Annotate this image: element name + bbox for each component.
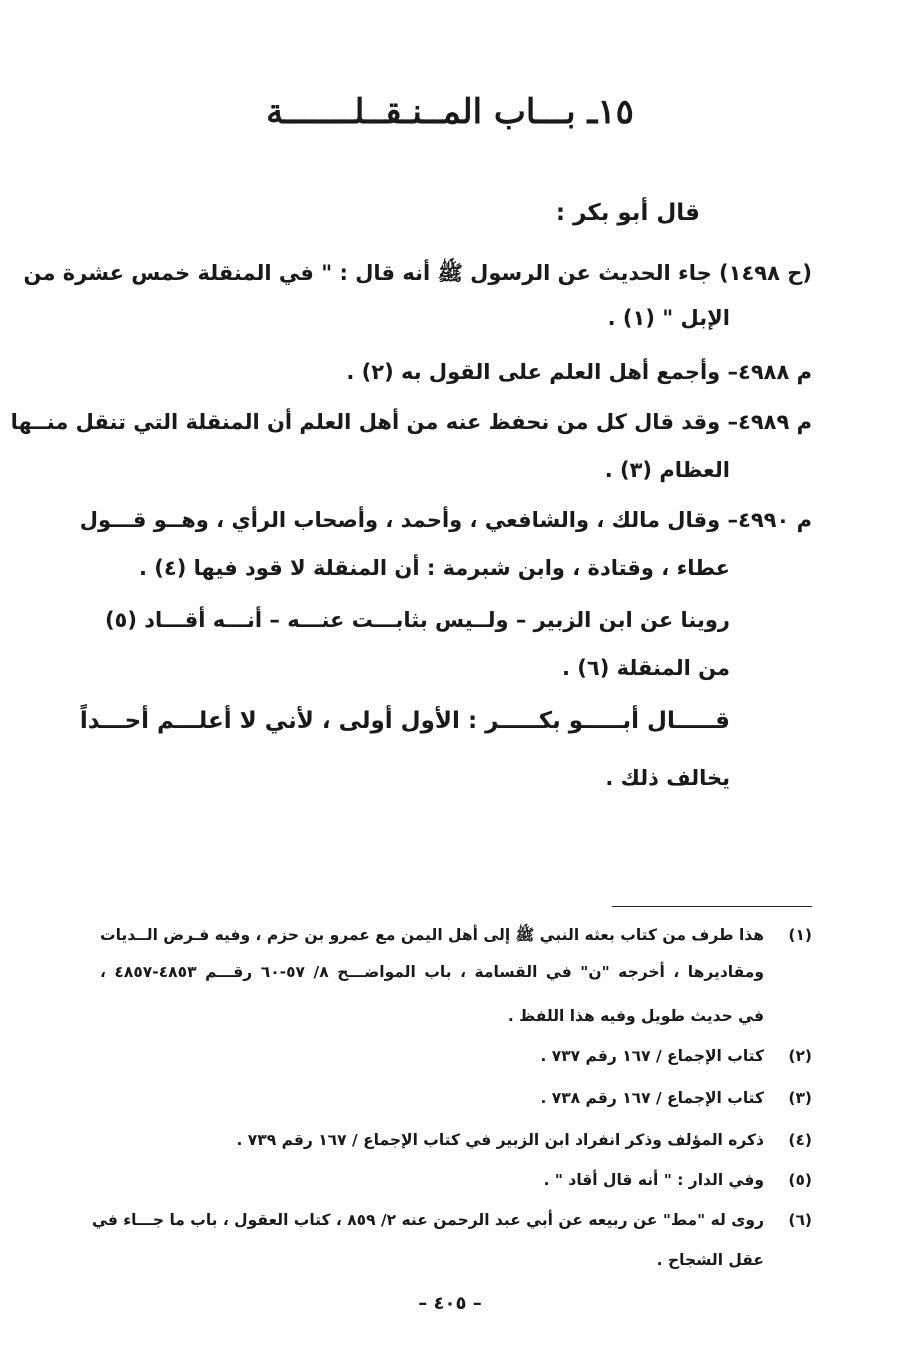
footnote-separator (612, 906, 812, 907)
footnote-4 (100, 1131, 812, 1149)
conclusion-line-cont: يخالف ذلك . (605, 766, 730, 790)
footnote-number: (٦) (788, 1211, 812, 1229)
footnote-1-cont2: في حديث طويل وفيه هذا اللفظ . (507, 1007, 764, 1025)
footnote-1 (100, 925, 812, 948)
footnote-text: كتاب الإجماع / ١٦٧ رقم ٧٣٧ . (540, 1047, 764, 1065)
narration-line-cont: من المنقلة (٦) . (562, 656, 730, 680)
footnote-number: (٥) (788, 1171, 812, 1189)
footnote-6 (92, 1211, 812, 1229)
issue-4990-cont: عطاء ، وقتادة ، وابن شبرمة : أن المنقلة لا قود فيها (٤) . (139, 556, 730, 580)
footnote-text: هذا طرف من كتاب بعثه النبي ﷺ إلى أهل اليمن مع عمرو بن حزم ، وفيه فـرض الــديات (100, 926, 764, 944)
footnote-text: وفي الدار : " أنه قال أقاد " . (543, 1171, 764, 1189)
footnote-number: (٤) (788, 1131, 812, 1149)
footnote-number: (١) (788, 926, 812, 944)
hadith-line: (ح ١٤٩٨) جاء الحديث عن الرسول ﷺ أنه قال : " في المنقلة خمس عشرة من (23, 261, 812, 285)
footnote-number: (٢) (788, 1047, 812, 1065)
footnote-text: روى له "مط" عن ربيعه عن أبي عبد الرحمن عنه ٢/ ٨٥٩ ، كتاب العقول ، باب ما جـــاء في (92, 1211, 764, 1229)
page-number: – ٤٠٥ – (418, 1293, 482, 1314)
chapter-title: ١٥ـ بـــاب المــنـقــلـــــــة (266, 92, 634, 132)
issue-4989-cont: العظام (٣) . (604, 458, 730, 482)
issue-4988: م ٤٩٨٨– وأجمع أهل العلم على القول به (٢) . (346, 360, 812, 384)
footnote-text: ذكره المؤلف وذكر انفراد ابن الزبير في كتاب الإجماع / ١٦٧ رقم ٧٣٩ . (236, 1131, 764, 1149)
issue-4989: م ٤٩٨٩– وقد قال كل من نحفظ عنه من أهل العلم أن المنقلة التي تنقل منــها (10, 410, 812, 434)
footnote-text: كتاب الإجماع / ١٦٧ رقم ٧٣٨ . (540, 1089, 764, 1107)
speaker-heading: قال أبو بكر : (555, 200, 700, 226)
footnote-2 (100, 1047, 812, 1065)
footnote-1-cont: ومقاديرها ، أخرجه "ن" في القسامة ، باب المواضـــح ٨/ ٥٧-٦٠ رقـــم ٤٨٥٣-٤٨٥٧ ، (100, 963, 764, 981)
hadith-line-cont: الإبل " (١) . (607, 306, 730, 330)
narration-line: روينا عن ابن الزبير – ولــيس بثابـــت عنـــه – أنـــه أقـــاد (٥) (104, 608, 730, 632)
footnote-3 (100, 1089, 812, 1107)
conclusion-line: قـــــال أبـــــو بكـــــر : الأول أولى ، لأني لا أعلـــم أحـــداً (79, 708, 730, 734)
issue-4990: م ٤٩٩٠– وقال مالك ، والشافعي ، وأحمد ، وأصحاب الرأي ، وهــو قـــول (79, 508, 812, 532)
footnote-5 (100, 1171, 812, 1189)
footnote-6-cont: عقل الشجاح . (656, 1251, 764, 1269)
footnote-number: (٣) (788, 1089, 812, 1107)
